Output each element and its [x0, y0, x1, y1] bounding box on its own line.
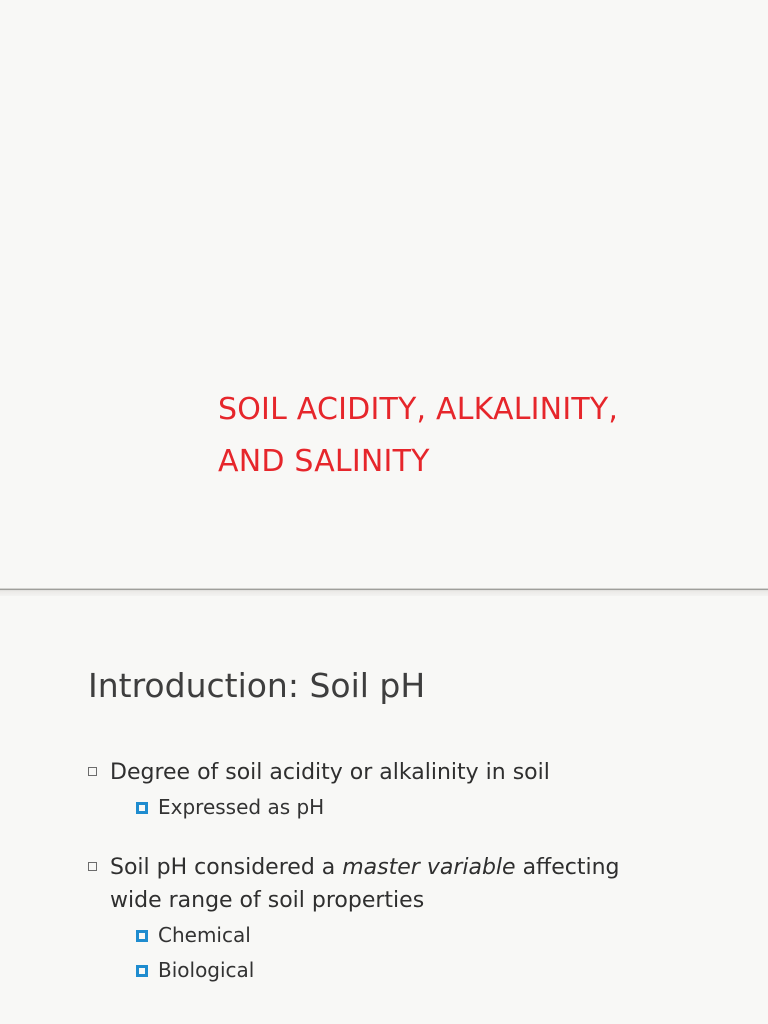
- bullet-text-suffix: affecting: [515, 855, 620, 880]
- sub-bullet-text: Biological: [158, 958, 255, 982]
- bullet-item-degree-of-soil-acidity: [88, 756, 728, 824]
- bullet-text: Degree of soil acidity or alkalinity in soil: [110, 760, 550, 785]
- bullet-list: [88, 756, 728, 987]
- slide-title-line-1: SOIL ACIDITY, ALKALINITY,: [218, 392, 619, 427]
- sub-bullet-item-biological: [110, 954, 728, 987]
- blue-square-bullet-icon: [136, 802, 148, 814]
- hollow-square-bullet-icon: [88, 862, 97, 871]
- slide-title: [218, 384, 618, 488]
- bullet-text-line-1: [110, 851, 728, 884]
- hollow-square-bullet-icon: [88, 767, 97, 776]
- bullet-item-master-variable: [88, 851, 728, 987]
- sub-bullet-item-expressed-as-ph: [110, 791, 728, 824]
- blue-square-bullet-icon: [136, 965, 148, 977]
- sub-bullet-item-chemical: [110, 919, 728, 952]
- sub-bullet-text: Chemical: [158, 923, 251, 947]
- sub-bullet-text: Expressed as pH: [158, 795, 325, 819]
- bullet-text-emphasis: master variable: [342, 855, 516, 880]
- slide-title-line-2: AND SALINITY: [218, 444, 430, 479]
- slide-divider-line: [0, 589, 768, 590]
- introduction-slide: [0, 596, 768, 1024]
- slide-heading: Introduction: Soil pH: [88, 666, 426, 705]
- bullet-text-prefix: Soil pH considered a: [110, 855, 343, 880]
- bullet-text-line-2: wide range of soil properties: [110, 888, 425, 913]
- blue-square-bullet-icon: [136, 930, 148, 942]
